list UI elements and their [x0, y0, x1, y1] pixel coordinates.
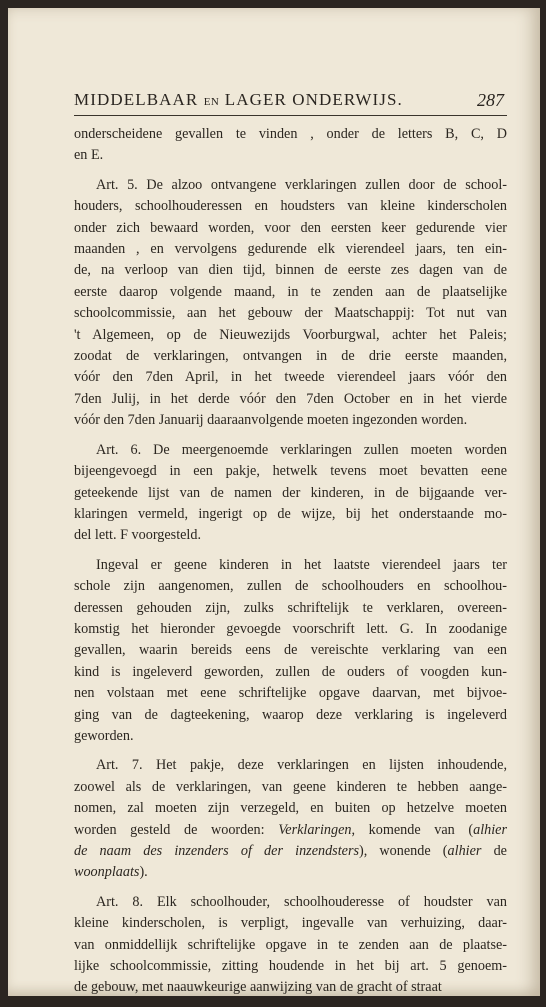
- text-line: deressen gehouden zijn, zulks schriftelijk te verklaren, overeen-: [74, 599, 507, 616]
- text-line: Ingeval er geene kinderen in het laatste vierendeel jaars ter: [96, 556, 507, 573]
- text-line: en E.: [74, 147, 104, 164]
- text-line: onder zich bewaard worden, voor den eersten keer gedurende vier: [74, 219, 507, 236]
- text-line: Art. 5. De alzoo ontvangene verklaringen zullen door de school-: [96, 176, 507, 193]
- running-head-part-2: LAGER ONDERWIJS.: [224, 90, 403, 109]
- running-head: [74, 90, 403, 109]
- book-page: [8, 8, 540, 996]
- text-line: schoolcommissie, aan het gebouw der Maatschappij: Tot nut van: [74, 305, 507, 322]
- running-head-part-1: MIDDELBAAR: [74, 90, 199, 109]
- text-line: geteekende lijst van de namen der kinderen, in de bijgaande ver-: [74, 484, 507, 501]
- page-header: [74, 90, 504, 110]
- text-line: onderscheidene gevallen te vinden , onder de letters B, C, D: [74, 126, 507, 142]
- text-line: 7den Julij, in het derde vóór den 7den October en in het vierde: [74, 390, 507, 407]
- text-line: nen volstaan met eene schriftelijke opgave daarvan, met bijvoe-: [74, 685, 507, 702]
- text-line: zoowel als de verklaringen, van geene kinderen te hebben aange-: [74, 778, 507, 795]
- running-head-en: EN: [203, 96, 220, 108]
- text-line: vóór den 7den April, in het tweede vierendeel jaars vóór den: [74, 369, 507, 386]
- text-line: maanden , en vervolgens gedurende elk vierendeel jaars, ten ein-: [74, 241, 507, 258]
- text-line: gevallen, waarin bereids eens de vereischte verklaring van een: [74, 642, 507, 659]
- text-line: kleine kinderscholen, is verpligt, ingevalle van verhuizing, daar-: [74, 915, 507, 932]
- paragraph: [74, 175, 507, 432]
- page-number: 287: [477, 90, 504, 110]
- text-line: houders, schoolhouderessen en houdsters van kleine kinderscholen: [74, 198, 507, 215]
- paragraph: [74, 124, 507, 167]
- text-line: worden gesteld de woorden: Verklaringen, komende van (alhier: [74, 821, 507, 838]
- text-line: del lett. F voorgesteld.: [74, 527, 202, 544]
- paragraph: [74, 555, 507, 748]
- text-line: 't Algemeen, op de Nieuwezijds Voorburgwal, achter het Paleis;: [74, 326, 507, 343]
- text-line: geworden.: [74, 727, 134, 744]
- text-line: nomen, zal moeten zijn verzegeld, en buiten op hetzelve moeten: [74, 800, 507, 817]
- text-line: schole zijn aangenomen, zullen de schoolhouders en schoolhou-: [74, 578, 507, 595]
- paragraph: [74, 892, 507, 999]
- text-line: ging van de dagteekening, waarop deze verklaring is ingeleverd: [74, 706, 507, 723]
- text-line: van onmiddellijk schriftelijke opgave in te zenden aan de plaatse-: [74, 936, 507, 953]
- text-line: komstig het hieronder gevoegde voorschrift lett. G. In zoodanige: [74, 620, 507, 637]
- text-line: de, na verloop van dien tijd, binnen de eerste zes dagen van de: [74, 262, 507, 279]
- text-line: bijeengevoegd in een pakje, hetwelk tevens moet bevatten eene: [74, 463, 507, 480]
- text-line: vóór den 7den Januarij daaraanvolgende moeten ingezonden worden.: [74, 412, 468, 429]
- text-line: eerste daarop volgende maand, in te zenden aan de plaatselijke: [74, 283, 507, 300]
- text-line: Art. 7. Het pakje, deze verklaringen en lijsten inhoudende,: [96, 757, 507, 774]
- text-line: kind is ingeleverd geworden, zullen de ouders of voogden kun-: [74, 663, 507, 680]
- text-line: de naam des inzenders of der inzendsters), wonende (alhier de: [74, 843, 507, 859]
- header-rule: [74, 115, 507, 116]
- paragraph: [74, 755, 507, 883]
- text-line: lijke schoolcommissie, zitting houdende in het bij art. 5 genoem-: [74, 958, 507, 975]
- text-line: woonplaats).: [74, 864, 148, 881]
- paragraph: [74, 440, 507, 547]
- text-line: Art. 8. Elk schoolhouder, schoolhouderesse of houdster van: [96, 893, 507, 910]
- text-line: de gebouw, met naauwkeurige aanwijzing van de gracht of straat: [74, 979, 442, 996]
- text-line: zoodat de verklaringen, ontvangen in de drie eerste maanden,: [74, 348, 507, 365]
- text-line: klaringen vermeld, ingerigt op de wijze, bij het onderstaande mo-: [74, 505, 507, 522]
- text-line: Art. 6. De meergenoemde verklaringen zullen moeten worden: [96, 441, 507, 458]
- body-text: [74, 124, 507, 1007]
